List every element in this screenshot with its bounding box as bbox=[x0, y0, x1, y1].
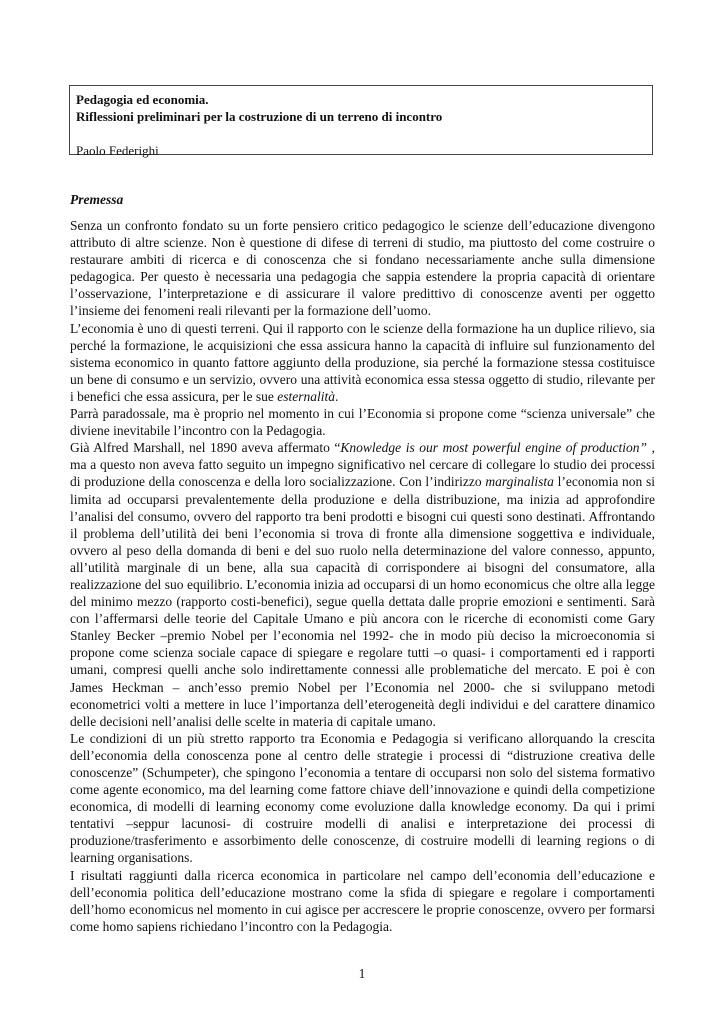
document-subtitle: Riflessioni preliminari per la costruzione di un terreno di incontro bbox=[76, 109, 443, 124]
italic-term: esternalità bbox=[277, 388, 336, 404]
title-box bbox=[69, 85, 653, 158]
body-text bbox=[70, 217, 655, 935]
paragraph bbox=[70, 439, 655, 730]
paragraph bbox=[70, 320, 655, 405]
text-span: l’economia non si limita ad occuparsi prevalentemente della produzione e della distribuzione, ma inizia ad approfondire l’analisi del consumo, ovvero del rapporto tra beni prodotti e bisogni cui questi sono destinati. Affrontando il problema dell’utilità dei beni l’economia si trova di fronte alla dimensione soggettiva e individuale, ovvero al peso della domanda di beni e del suo ruolo nella determinazione del valore connesso, appunto, all’utilità marginale di un bene, alla sua capacità di corrispondere ai bisogni del consumatore, alla realizzazione del suo equilibrio. L’economia inizia ad occuparsi di un homo economicus che oltre alla legge del minimo mezzo (rapporto costi-benefici), segue quella dettata dalle proprie emozioni e sentimenti. Sarà con l’affermarsi delle teorie del Capitale Umano e più ancora con le ricerche di economisti come Gary Stanley Becker –premio Nobel per l’economia nel 1992- che in modo più deciso la microeconomia si propone come scienza sociale capace di spiegare e regolare tutti –o quasi- i comportamenti ed i rapporti umani, compresi quelli anche solo indirettamente connessi alle problematiche del mercato. E poi è con James Heckman – anch’esso premio Nobel per l’Economia nel 2000- che si sviluppano metodi econometrici volti a mettere in luce l’importanza dell’eterogeneità degli individui e del carattere dinamico delle decisioni nell’analisi delle scelte in materia di capitale umano. bbox=[70, 474, 655, 729]
paragraph: Parrà paradossale, ma è proprio nel momento in cui l’Economia si propone come “scienza universale” che diviene inevitabile l’incontro con la Pedagogia. bbox=[70, 406, 655, 439]
paragraph: Senza un confronto fondato su un forte pensiero critico pedagogico le scienze dell’educazione divengono attributo di altre scienze. Non è questione di difese di terreni di studio, ma piuttosto del come costruire o restaurare ambiti di ricerca e di conoscenza che si fondano necessariamente anche sulla dimensione pedagogica. Per questo è necessaria una pedagogia che sappia estendere la propria capacità di orientare l’osservazione, l’interpretazione e di assicurare il valore predittivo di conoscenze aventi per oggetto l’insieme dei fenomeni reali rilevanti per la formazione dell’uomo. bbox=[70, 218, 655, 319]
page-number: 1 bbox=[358, 966, 366, 981]
text-span: . bbox=[335, 388, 339, 404]
text-span: Già Alfred Marshall, nel 1890 aveva affermato “ bbox=[70, 440, 341, 456]
text-span: L’economia è uno di questi terreni. Qui il rapporto con le scienze della formazione ha un duplice rilievo, sia perché la formazione, le acquisizioni che essa assicura hanno la capacità di influire sul funzionamento del sistema economico in quanto fattore aggiunto della produzione, sia perché la formazione stessa costituisce un bene di consumo e un servizio, ovvero una attività economica essa stessa oggetto di studio, rilevante per i benefici che essa assicura, per le sue bbox=[70, 320, 655, 404]
author-name: Paolo Federighi bbox=[76, 143, 159, 158]
paragraph: Le condizioni di un più stretto rapporto tra Economia e Pedagogia si verificano allorquando la crescita dell’economia della conoscenza pone al centro delle strategie i processi di “distruzione creativa delle conoscenze” (Schumpeter), che spingono l’economia a tentare di occuparsi non solo del sistema formativo come agente economico, ma del learning come fattore chiave dell’innovazione e quindi della competizione economica, di modelli di learning economy come evoluzione dalla knowledge economy. Da qui i primi tentativi –seppur lacunosi- di costruire modelli di analisi e interpretazione dei processi di produzione/trasferimento e assorbimento delle conoscenze, di costruire modelli di learning regions o di learning organisations. bbox=[70, 730, 655, 866]
italic-quote: Knowledge is our most powerful engine of production” bbox=[340, 440, 648, 456]
paragraph: I risultati raggiunti dalla ricerca economica in particolare nel campo dell’economia dell’educazione e dell’economia politica dell’educazione mostrano come la sfida di spiegare e regolare i comportamenti dell’homo economicus nel momento in cui agisce per accrescere le proprie conoscenze, ovvero per formarsi come homo sapiens richiedano l’incontro con la Pedagogia. bbox=[70, 867, 655, 934]
document-title: Pedagogia ed economia. bbox=[76, 92, 209, 107]
text-span: , ma a questo non aveva fatto seguito un impegno significativo nel cercare di collegare lo studio dei processi di produzione della conoscenza e della loro socializzazione. Con l’indirizzo bbox=[70, 440, 655, 490]
italic-term: marginalista bbox=[485, 474, 554, 490]
section-heading: Premessa bbox=[70, 192, 124, 207]
